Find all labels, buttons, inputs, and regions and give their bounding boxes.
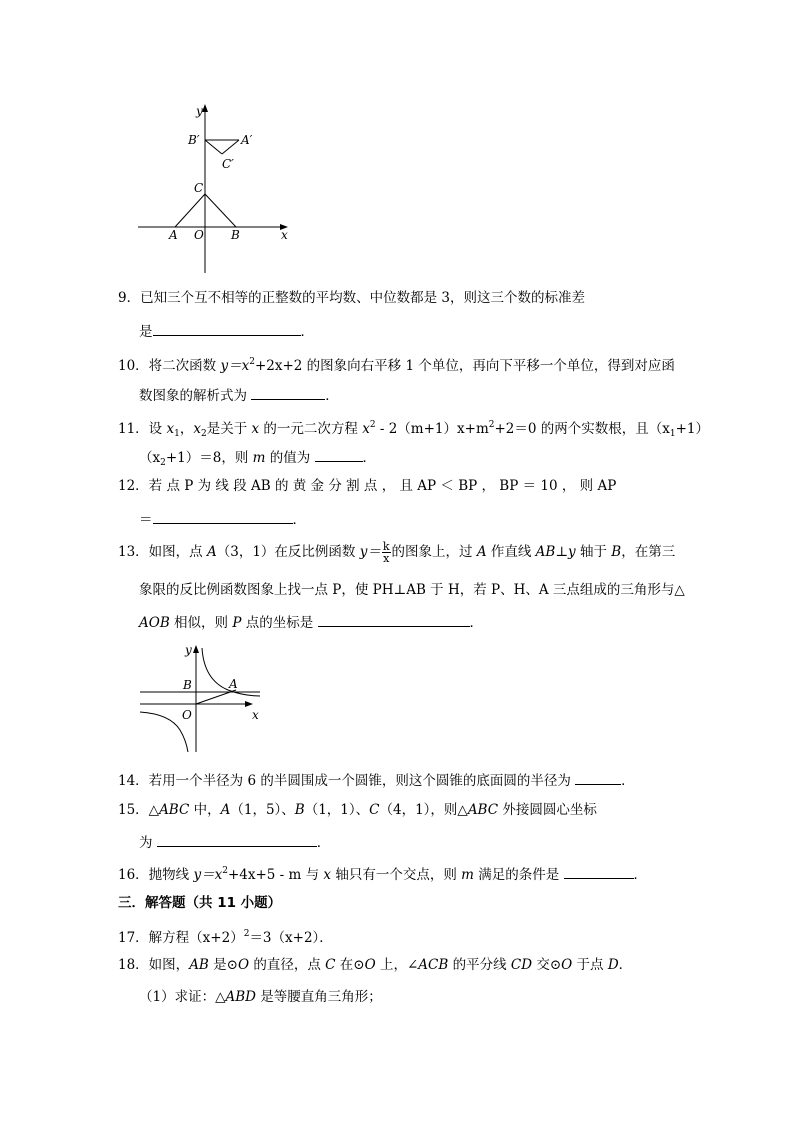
q13-p3: 的图象上，过 bbox=[391, 544, 477, 560]
segment-ac bbox=[175, 194, 205, 227]
label-o: O bbox=[194, 228, 204, 242]
q18-cd: CD bbox=[510, 957, 533, 973]
q13-fraction bbox=[382, 541, 391, 564]
q12-cont: ＝ bbox=[139, 512, 153, 528]
label-a-prime: A′ bbox=[241, 133, 253, 147]
q18-o2: O bbox=[364, 957, 376, 973]
q18-p9: ． bbox=[618, 957, 633, 973]
question-15 bbox=[118, 801, 597, 819]
q16-p4: 满足的条件是 bbox=[473, 867, 564, 883]
q13-aob: AOB bbox=[139, 615, 170, 631]
q9-answer-blank[interactable] bbox=[153, 321, 301, 336]
q15-p6: 外接圆圆心坐标 bbox=[498, 802, 597, 818]
label-b-prime: B′ bbox=[188, 133, 200, 147]
question-11 bbox=[118, 416, 709, 443]
label-b: B bbox=[183, 678, 192, 692]
q13-yeq: y＝ bbox=[359, 544, 381, 560]
q13-p: P bbox=[232, 615, 242, 631]
q11-p6: +2＝0 的两个实数根，且（x bbox=[494, 421, 670, 437]
q11-p5: - 2（m+1）x+m bbox=[375, 421, 489, 437]
label-o: O bbox=[182, 708, 192, 722]
label-y: y bbox=[196, 104, 203, 118]
q16-p2: +4x+5 - m 与 bbox=[227, 867, 324, 883]
x-axis-arrow bbox=[245, 701, 253, 707]
question-9-cont bbox=[139, 321, 314, 341]
q15-abc2: ABC bbox=[467, 802, 499, 818]
q10-cont: 数图象的解析式为 bbox=[139, 388, 252, 404]
q11-c2: +1）＝8，则 bbox=[165, 450, 253, 466]
q10-p2: +2x+2 的图象向右平移 1 个单位，再向下平移一个单位，得到对应函 bbox=[254, 358, 675, 374]
q15-b: B bbox=[294, 802, 305, 818]
q18-1-p1: （1）求证：△ bbox=[139, 989, 226, 1005]
q16-end: ． bbox=[633, 867, 648, 883]
question-18-part-1 bbox=[139, 988, 382, 1006]
q15-a: A bbox=[220, 802, 231, 818]
question-10-cont bbox=[139, 385, 339, 405]
figure-triangle-coordinates bbox=[135, 98, 300, 278]
q15-end: ． bbox=[316, 835, 331, 851]
q11-m: m bbox=[252, 450, 266, 466]
q10-end: ． bbox=[325, 388, 339, 404]
q18-1-abd: ABD bbox=[225, 989, 256, 1005]
q18-p1: 18．如图， bbox=[118, 957, 190, 973]
q17-exp: 2 bbox=[243, 929, 250, 939]
q13-p4: 作直线 bbox=[486, 544, 536, 560]
q11-answer-blank[interactable] bbox=[315, 447, 363, 462]
q15-p1: 15．△ bbox=[118, 802, 160, 818]
question-13-line3 bbox=[139, 612, 483, 632]
q13-p1: 13．如图，点 bbox=[118, 544, 207, 560]
question-11-cont bbox=[139, 447, 376, 472]
q11-e2: 2 bbox=[488, 420, 495, 430]
question-18 bbox=[118, 956, 632, 974]
question-14 bbox=[118, 770, 635, 790]
q16-exp: 2 bbox=[222, 866, 228, 876]
q13-a2: A bbox=[476, 544, 487, 560]
q14-end: ． bbox=[621, 773, 635, 789]
q13-l2: 象限的反比例函数图象上找一点 P，使 PH⊥AB 于 H，若 P、H、A 三点组成的三角形与△ bbox=[139, 582, 685, 598]
y-axis-arrow bbox=[202, 104, 208, 112]
q14-text: 14．若用一个半径为 6 的半圆围成一个圆锥，则这个圆锥的底面圆的半径为 bbox=[118, 773, 576, 789]
question-17 bbox=[118, 925, 333, 947]
q16-p3: 轴只有一个交点，则 bbox=[331, 867, 462, 883]
segment-bp-cp bbox=[205, 140, 222, 154]
q18-p6: 的平分线 bbox=[448, 957, 511, 973]
q11-s4: 2 bbox=[160, 458, 166, 468]
question-12-cont bbox=[139, 509, 306, 529]
question-15-cont bbox=[139, 832, 330, 852]
q17-p1: 17．解方程（x+2） bbox=[118, 930, 244, 946]
q18-c: C bbox=[325, 957, 336, 973]
q13-ab: AB bbox=[535, 544, 556, 560]
q13-frac-den: x bbox=[383, 552, 390, 565]
q18-1-p2: 是等腰直角三角形； bbox=[255, 989, 382, 1005]
q13-p7: ，在第三 bbox=[621, 544, 676, 560]
q15-p3: （1，5）、 bbox=[230, 802, 295, 818]
q12-end: ． bbox=[292, 512, 306, 528]
q16-answer-blank[interactable] bbox=[564, 864, 634, 879]
label-a: A bbox=[169, 228, 178, 242]
q11-x2: x bbox=[193, 421, 201, 437]
q11-end: ． bbox=[362, 450, 377, 466]
segment-cb bbox=[205, 194, 236, 227]
question-10 bbox=[118, 353, 675, 375]
q10-exp: 2 bbox=[249, 357, 255, 367]
q11-p4: 的一元二次方程 bbox=[259, 421, 363, 437]
q11-s2: 2 bbox=[200, 429, 207, 439]
q18-o3: O bbox=[561, 957, 573, 973]
q18-ab: AB bbox=[189, 957, 209, 973]
segment-ap-cp bbox=[222, 140, 239, 154]
q17-p2: ＝3（x+2）． bbox=[249, 930, 333, 946]
q11-x3: x bbox=[362, 421, 370, 437]
q13-p6: 轴于 bbox=[575, 544, 612, 560]
q13-l3b: 相似，则 bbox=[169, 615, 233, 631]
q11-e1: 2 bbox=[369, 420, 376, 430]
q16-func: y＝x bbox=[193, 867, 223, 883]
q18-p2: 是⊙ bbox=[208, 957, 238, 973]
q9-end: ． bbox=[300, 324, 314, 340]
q15-c: C bbox=[369, 802, 380, 818]
q11-x1: x bbox=[166, 421, 175, 437]
q13-p5: ⊥ bbox=[555, 544, 569, 560]
label-c-prime: C′ bbox=[222, 157, 234, 171]
q9-cont: 是 bbox=[139, 324, 153, 340]
q12-text: 12．若 点 P 为 线 段 AB 的 黄 金 分 割 点 ， 且 AP ＜ BP ， BP ＝ 10 ， 则 AP bbox=[118, 478, 617, 494]
q15-cont: 为 bbox=[139, 835, 157, 851]
question-9 bbox=[118, 289, 585, 307]
q15-p2: 中， bbox=[189, 802, 221, 818]
q16-p1: 16．抛物线 bbox=[118, 867, 194, 883]
question-13-line2 bbox=[139, 581, 685, 599]
q10-func: y＝x bbox=[220, 358, 250, 374]
q14-answer-blank[interactable] bbox=[575, 770, 621, 785]
q15-p5: （4，1），则△ bbox=[379, 802, 468, 818]
q18-o: O bbox=[237, 957, 250, 973]
q13-y: y bbox=[568, 544, 576, 560]
q18-p8: 于点 bbox=[572, 957, 608, 973]
q13-b: B bbox=[611, 544, 622, 560]
q18-acb: ACB bbox=[418, 957, 449, 973]
q18-p5: 上，∠ bbox=[375, 957, 419, 973]
q11-p3: 是关于 bbox=[206, 421, 252, 437]
q11-c1: （x bbox=[139, 450, 161, 466]
q13-l3c: 点的坐标是 bbox=[241, 615, 318, 631]
q13-a: A bbox=[206, 544, 217, 560]
figure-inverse-function bbox=[136, 640, 266, 758]
question-16 bbox=[118, 862, 647, 884]
q11-p1: 11．设 bbox=[118, 421, 167, 437]
question-12 bbox=[118, 477, 616, 495]
y-axis-arrow bbox=[193, 645, 199, 653]
q10-p1: 10．将二次函数 bbox=[118, 358, 221, 374]
q11-s3: 1 bbox=[669, 429, 676, 439]
q11-s1: 1 bbox=[174, 429, 180, 439]
label-y: y bbox=[185, 643, 192, 657]
q12-answer-blank[interactable] bbox=[153, 509, 293, 524]
label-c: C bbox=[194, 181, 204, 195]
section-3-title bbox=[118, 894, 281, 912]
q16-x: x bbox=[323, 867, 332, 883]
q18-p4: 在⊙ bbox=[335, 957, 365, 973]
q13-p2: （3，1）在反比例函数 bbox=[216, 544, 360, 560]
label-x: x bbox=[252, 708, 259, 722]
label-b: B bbox=[231, 228, 240, 242]
label-x: x bbox=[281, 228, 288, 242]
q15-abc: ABC bbox=[159, 802, 190, 818]
q13-answer-blank[interactable] bbox=[318, 612, 470, 627]
section-3-text: 三．解答题（共 11 小题） bbox=[118, 895, 282, 911]
q10-answer-blank[interactable] bbox=[251, 385, 325, 400]
question-13 bbox=[118, 541, 675, 564]
q15-p4: （1，1）、 bbox=[304, 802, 370, 818]
label-a: A bbox=[229, 677, 238, 691]
hyperbola-branch-3 bbox=[140, 712, 188, 752]
q18-d: D bbox=[607, 957, 619, 973]
q18-p3: 的直径，点 bbox=[249, 957, 326, 973]
q15-answer-blank[interactable] bbox=[157, 832, 317, 847]
q11-p7: +1） bbox=[675, 421, 710, 437]
q11-p2: ， bbox=[179, 421, 194, 437]
q11-c3: 的值为 bbox=[265, 450, 315, 466]
q9-text: 9．已知三个互不相等的正整数的平均数、中位数都是 3，则这三个数的标准差 bbox=[118, 290, 585, 306]
q16-m: m bbox=[461, 867, 474, 883]
q11-x: x bbox=[251, 421, 260, 437]
q13-frac-num: k bbox=[382, 540, 390, 553]
q18-p7: 交⊙ bbox=[532, 957, 562, 973]
q13-end: ． bbox=[469, 615, 484, 631]
